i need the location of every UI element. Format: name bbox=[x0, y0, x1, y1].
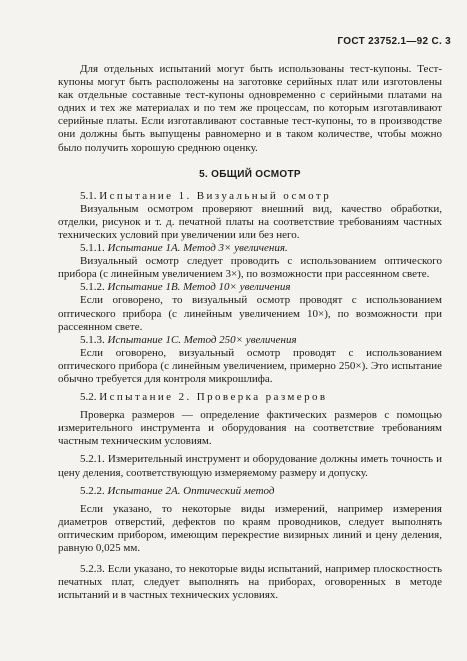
heading-5-1 bbox=[58, 190, 442, 203]
paragraph-5-1-1: Визуальный осмотр следует проводить с использованием оптического прибора (с линейным увеличением 3×), по возможности при рассеянном свете. bbox=[58, 255, 442, 281]
section-title: 5. ОБЩИЙ ОСМОТР bbox=[199, 168, 301, 180]
heading-5-2 bbox=[58, 391, 442, 404]
heading-5-1-title: Испытание 1. Визуальный осмотр bbox=[99, 189, 332, 202]
heading-5-1-3 bbox=[58, 334, 442, 347]
paragraph-5-2-1: 5.2.1. Измерительный инструмент и оборудование должны иметь точность и цену деления, соответствующую измеряемому размеру и допуску. bbox=[58, 453, 442, 479]
paragraph-5-2-2: Если указано, то некоторые виды измерений, например измерения диаметров отверстий, дефектов по краям проводников, следует выполнять оптическим прибором, имеющим перекрестие визирных линий и цену деления, равную 0,025 мм. bbox=[58, 502, 442, 554]
heading-5-1-2-number: 5.1.2. bbox=[80, 281, 105, 294]
heading-5-2-2 bbox=[58, 485, 442, 498]
intro-paragraph: Для отдельных испытаний могут быть использованы тест-купоны. Тест-купоны могут быть расположены на заготовке серийных плат или изготовлены как отдельные составные тест-купоны одновременно с серийными платами на одних и тех же материалах и по тем же процессам, по которым изготавливают серийные платы. Если изготавливают составные тест-купоны, то в производстве они должны быть выпущены равномерно и в таком количестве, чтобы можно было получить хорошую среднюю оценку. bbox=[58, 63, 442, 154]
heading-5-2-2-title: Испытание 2А. Оптический метод bbox=[107, 484, 275, 497]
heading-5-1-2 bbox=[58, 281, 442, 294]
heading-5-1-3-title: Испытание 1С. Метод 250× увеличения bbox=[107, 333, 297, 346]
page-header: ГОСТ 23752.1—92 С. 3 bbox=[337, 36, 451, 47]
heading-5-1-number: 5.1. bbox=[80, 189, 97, 202]
heading-5-1-2-title: Испытание 1В. Метод 10× увеличения bbox=[107, 281, 291, 294]
page-content bbox=[58, 63, 442, 602]
paragraph-5-1-2: Если оговорено, то визуальный осмотр проводят с использованием оптического прибора (с линейным увеличением 10×), по возможности при рассеянном свете. bbox=[58, 294, 442, 333]
heading-5-1-1-title: Испытание 1А. Метод 3× увеличения. bbox=[107, 242, 288, 255]
heading-5-1-1-number: 5.1.1. bbox=[80, 242, 105, 255]
paragraph-5-1-3: Если оговорено, визуальный осмотр проводят с использованием оптического прибора (с линейным увеличением, примерно 250×). Это испытание обычно требуется для контроля микрошлифа. bbox=[58, 346, 442, 385]
heading-5-1-3-number: 5.1.3. bbox=[80, 333, 105, 346]
paragraph-5-2-3: 5.2.3. Если указано, то некоторые виды испытаний, например плоскостность печатных плат, следует выполнять на приборах, оговоренных в методе испытаний и в частных технических условиях. bbox=[58, 563, 442, 602]
heading-5-2-title: Испытание 2. Проверка размеров bbox=[99, 391, 328, 404]
paragraph-5-2: Проверка размеров — определение фактических размеров с помощью измерительного инструмента и оборудования на соответствие требованиям частным техническим условиям. bbox=[58, 409, 442, 448]
heading-5-2-number: 5.2. bbox=[80, 391, 97, 404]
heading-5-2-2-number: 5.2.2. bbox=[80, 484, 105, 497]
heading-5-1-1 bbox=[58, 242, 442, 255]
paragraph-5-1: Визуальным осмотром проверяют внешний вид, качество обработки, отделки, рисунок и т. д. печатной платы на соответствие требованиям частных технических условий при увеличении или без него. bbox=[58, 202, 442, 241]
